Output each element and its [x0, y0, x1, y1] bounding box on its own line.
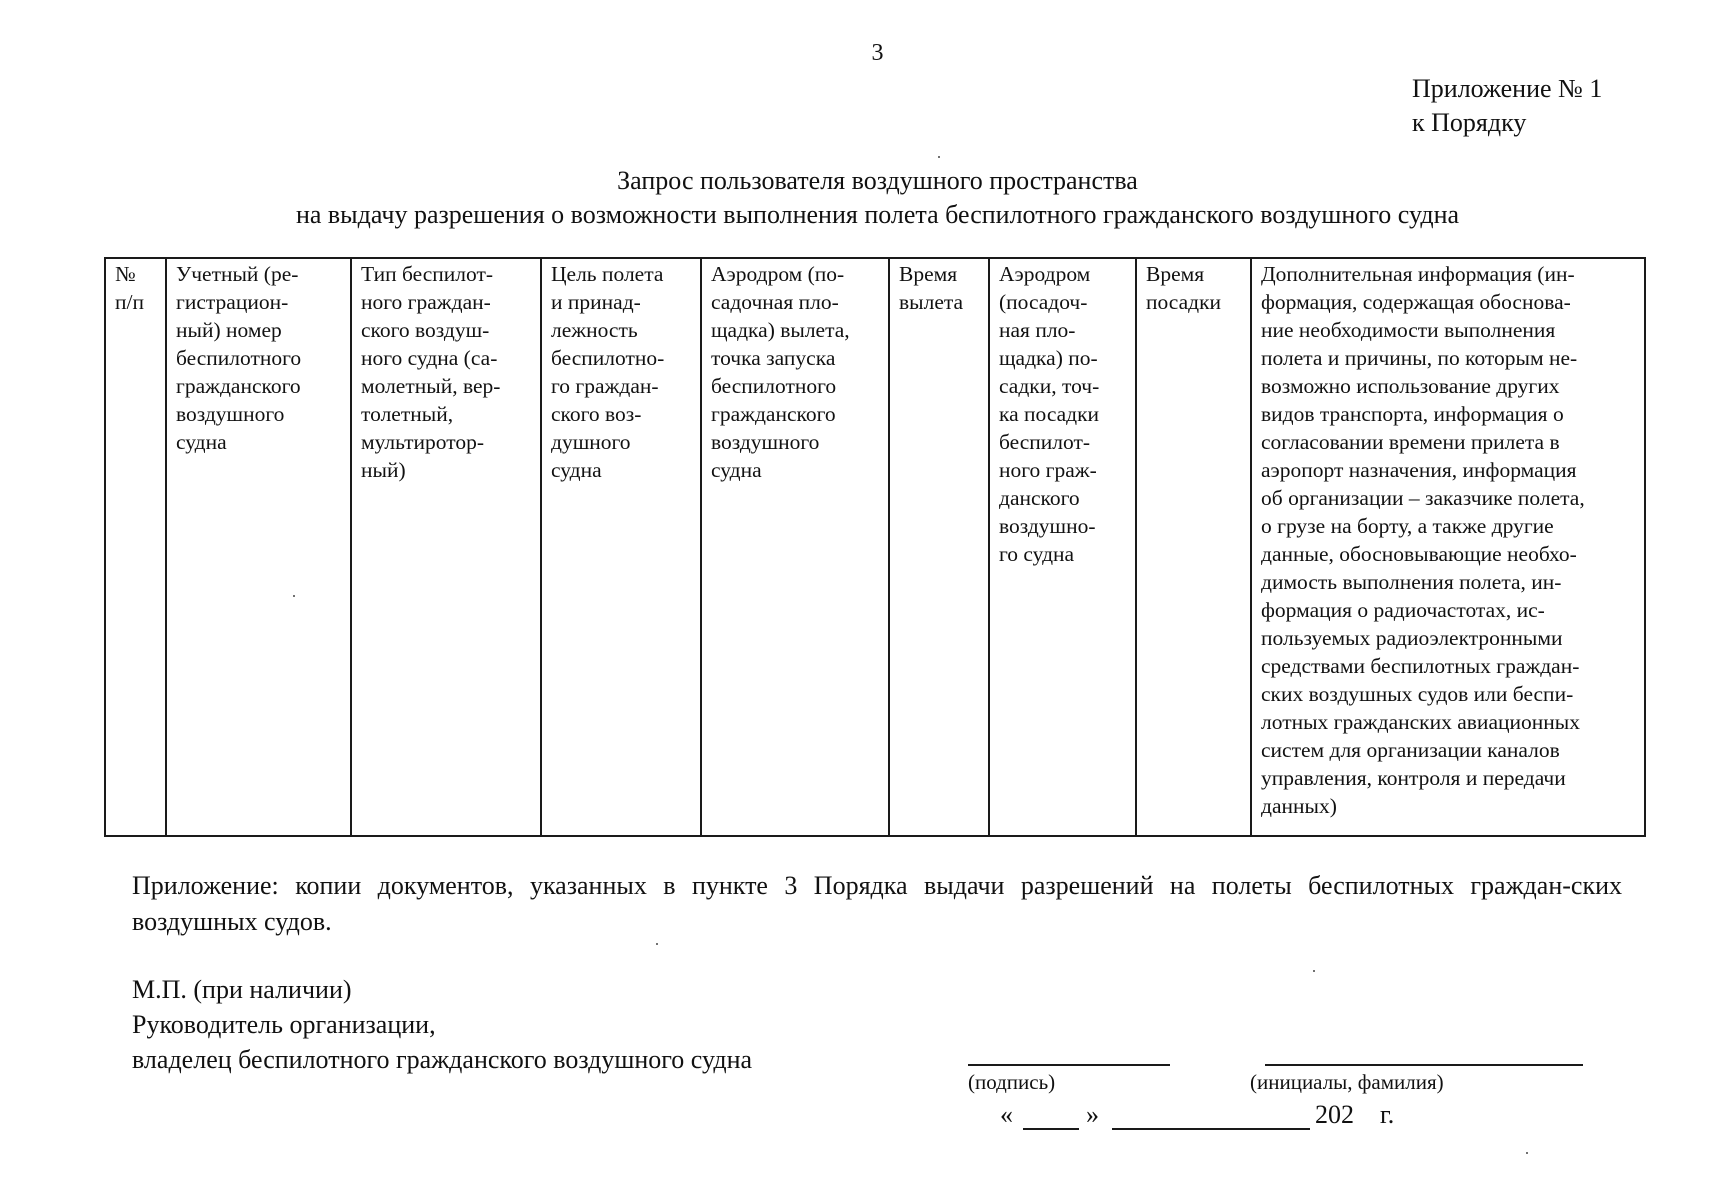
date-year: 202: [1315, 1100, 1354, 1129]
column-header-line: толетный,: [361, 402, 454, 426]
appendix-line-2: к Порядку: [1412, 108, 1527, 137]
owner-line: владелец беспилотного гражданского воздушного судна: [132, 1045, 753, 1074]
column-header-line: го граждан-: [551, 374, 659, 398]
column-header-line: ских воздушных судов или беспи-: [1261, 682, 1574, 706]
column-header-line: судна: [551, 458, 602, 482]
column-header-line: щадка) по-: [999, 346, 1098, 370]
column-header-line: ная пло-: [999, 318, 1076, 342]
column-header-landing-aerodrome: [989, 258, 1136, 836]
column-header-line: данные, обосновывающие необхо-: [1261, 542, 1577, 566]
column-header-line: систем для организации каналов: [1261, 738, 1560, 762]
column-header-line: вылета: [899, 290, 964, 314]
table-header-row: [105, 258, 1645, 836]
date-open-quote: «: [1000, 1100, 1013, 1129]
column-header-line: лежность: [551, 318, 638, 342]
column-header-line: воздушного: [176, 402, 285, 426]
column-header-line: Аэродром (по-: [711, 262, 845, 286]
column-header-line: формация о радиочастотах, ис-: [1261, 598, 1545, 622]
column-header-line: судна: [711, 458, 762, 482]
column-header-line: ского воз-: [551, 402, 642, 426]
seal-line: М.П. (при наличии): [132, 975, 352, 1004]
column-header-line: беспилот-: [999, 430, 1091, 454]
document-title: [0, 164, 1716, 232]
column-header-line: беспилотного: [711, 374, 837, 398]
column-header-number: [105, 258, 166, 836]
column-header-aircraft-type: [351, 258, 541, 836]
scan-speck: [293, 595, 295, 597]
column-header-line: Учетный (ре-: [176, 262, 299, 286]
column-header-line: ского воздуш-: [361, 318, 490, 342]
column-header-line: точка запуска: [711, 346, 836, 370]
date-year-suffix: г.: [1380, 1100, 1395, 1129]
date-close-quote: »: [1086, 1100, 1099, 1129]
appendix-line-1: Приложение № 1: [1412, 74, 1603, 103]
column-header-line: возможно использование других: [1261, 374, 1560, 398]
column-header-line: средствами беспилотных граждан-: [1261, 654, 1580, 678]
column-header-line: молетный, вер-: [361, 374, 501, 398]
signature-caption: (подпись): [968, 1070, 1056, 1094]
column-header-line: мультиротор-: [361, 430, 485, 454]
scan-speck: [656, 943, 658, 945]
name-underline: [1265, 1064, 1583, 1066]
column-header-landing-time: [1136, 258, 1251, 836]
column-header-line: согласовании времени прилета в: [1261, 430, 1560, 454]
column-header-departure-aerodrome: [701, 258, 889, 836]
column-header-line: гражданского: [711, 402, 836, 426]
column-header-line: управления, контроля и передачи: [1261, 766, 1566, 790]
column-header-line: ный) номер: [176, 318, 282, 342]
column-header-line: посадки: [1146, 290, 1222, 314]
column-header-line: пользуемых радиоэлектронными: [1261, 626, 1563, 650]
scan-speck: [1526, 1152, 1528, 1154]
column-header-line: данных): [1261, 794, 1337, 818]
appendix-reference: [1412, 72, 1602, 140]
title-line-2: на выдачу разрешения о возможности выполнения полета беспилотного гражданского воздушного судна: [295, 200, 1460, 229]
column-header-line: аэропорт назначения, информация: [1261, 458, 1577, 482]
column-header-line: Тип беспилот-: [361, 262, 494, 286]
column-header-line: душного: [551, 430, 631, 454]
day-underline: [1023, 1128, 1079, 1130]
column-header-line: ный): [361, 458, 406, 482]
scan-speck: [938, 156, 940, 158]
column-header-line: садки, точ-: [999, 374, 1100, 398]
column-header-line: ка посадки: [999, 402, 1100, 426]
column-header-line: (посадоч-: [999, 290, 1088, 314]
column-header-line: го судна: [999, 542, 1075, 566]
column-header-line: Дополнительная информация (ин-: [1261, 262, 1575, 286]
column-header-line: димость выполнения полета, ин-: [1261, 570, 1562, 594]
column-header-line: воздушно-: [999, 514, 1096, 538]
column-header-line: формация, содержащая обоснова-: [1261, 290, 1571, 314]
title-line-1: Запрос пользователя воздушного пространства: [617, 166, 1138, 195]
name-caption: (инициалы, фамилия): [1250, 1070, 1444, 1094]
column-header-line: судна: [176, 430, 227, 454]
column-header-line: ние необходимости выполнения: [1261, 318, 1556, 342]
column-header-line: щадка) вылета,: [711, 318, 850, 342]
column-header-line: об организации – заказчике полета,: [1261, 486, 1585, 510]
column-header-line: Аэродром: [999, 262, 1091, 286]
column-header-line: ного граждан-: [361, 290, 491, 314]
column-header-line: данского: [999, 486, 1080, 510]
column-header-additional-info: [1251, 258, 1645, 836]
column-header-line: гражданского: [176, 374, 301, 398]
month-underline: [1112, 1128, 1310, 1130]
column-header-departure-time: [889, 258, 989, 836]
column-header-line: о грузе на борту, а также другие: [1261, 514, 1554, 538]
column-header-line: Время: [1146, 262, 1205, 286]
column-header-line: ного судна (са-: [361, 346, 498, 370]
column-header-line: и принад-: [551, 290, 641, 314]
column-header-line: видов транспорта, информация о: [1261, 402, 1564, 426]
column-header-line: п/п: [115, 290, 144, 314]
signature-underline: [968, 1064, 1170, 1066]
scan-speck: [1313, 970, 1315, 972]
column-header-line: гистрацион-: [176, 290, 289, 314]
column-header-line: полета и причины, по которым не-: [1261, 346, 1578, 370]
column-header-line: №: [115, 262, 136, 286]
page-number: 3: [871, 40, 884, 66]
column-header-line: беспилотно-: [551, 346, 665, 370]
head-line: Руководитель организации,: [132, 1010, 436, 1039]
column-header-line: садочная пло-: [711, 290, 839, 314]
column-header-registration-number: [166, 258, 351, 836]
column-header-flight-purpose: [541, 258, 701, 836]
column-header-line: лотных гражданских авиационных: [1261, 710, 1580, 734]
signature-block: [132, 972, 752, 1077]
column-header-line: воздушного: [711, 430, 820, 454]
attachment-note: Приложение: копии документов, указанных в пункте 3 Порядка выдачи разрешений на полеты беспилотных граждан-ских воздушных судов.: [132, 871, 1622, 936]
column-header-line: Время: [899, 262, 958, 286]
column-header-line: беспилотного: [176, 346, 302, 370]
column-header-line: ного граж-: [999, 458, 1097, 482]
column-header-line: Цель полета: [551, 262, 664, 286]
request-form-table: [104, 257, 1646, 837]
